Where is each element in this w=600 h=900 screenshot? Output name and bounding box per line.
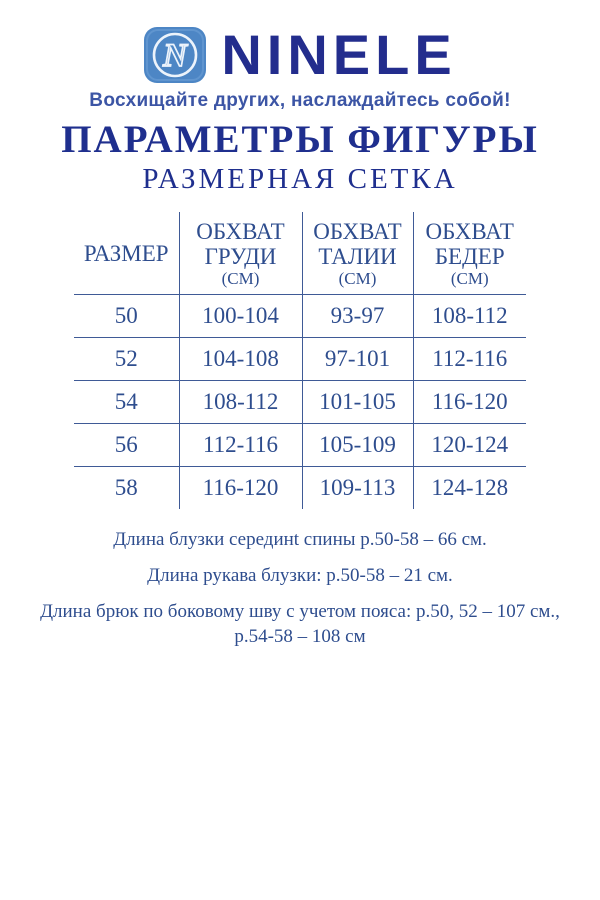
chest-cell: 116-120 (179, 466, 302, 509)
table-row (74, 466, 526, 509)
hips-cell: 112-116 (413, 337, 526, 380)
chest-cell: 100-104 (179, 294, 302, 337)
header-row (74, 212, 526, 295)
hips-cell: 124-128 (413, 466, 526, 509)
size-cell: 50 (74, 294, 179, 337)
chest-cell: 104-108 (179, 337, 302, 380)
brand-tagline: Восхищайте других, наслаждайтесь собой! (89, 90, 511, 111)
size-cell: 56 (74, 423, 179, 466)
size-table-body (74, 294, 526, 509)
hips-cell: 116-120 (413, 380, 526, 423)
note-trouser-length: Длина брюк по боковому шву с учетом пояса: р.50, 52 – 107 см., р.54-58 – 108 см (40, 600, 560, 648)
page-subtitle: РАЗМЕРНАЯ СЕТКА (142, 162, 458, 195)
size-cell: 54 (74, 380, 179, 423)
waist-cell: 105-109 (302, 423, 413, 466)
measurement-notes (30, 527, 570, 650)
chest-cell: 112-116 (179, 423, 302, 466)
col-header-label: БЕДЕР (434, 243, 505, 269)
note-blouse-length: Длина блузки серединt спины р.50-58 – 66 см. (113, 529, 487, 551)
col-header-label: ТАЛИИ (318, 243, 397, 269)
col-header-label: ОБХВАТ (196, 218, 285, 244)
col-header-waist (302, 212, 413, 295)
table-row (74, 337, 526, 380)
col-header-hips (413, 212, 526, 295)
waist-cell: 109-113 (302, 466, 413, 509)
chest-cell: 108-112 (179, 380, 302, 423)
col-header-chest (179, 212, 302, 295)
col-header-label: ГРУДИ (204, 243, 277, 269)
page-title: ПАРАМЕТРЫ ФИГУРЫ (61, 118, 539, 161)
col-header-size (74, 212, 179, 295)
col-header-label: ОБХВАТ (313, 218, 402, 244)
note-sleeve-length: Длина рукава блузки: р.50-58 – 21 см. (147, 564, 453, 586)
col-header-label: РАЗМЕР (83, 240, 169, 266)
brand-name: NINELE (221, 23, 457, 86)
table-row (74, 380, 526, 423)
hips-cell: 108-112 (413, 294, 526, 337)
size-table-header (74, 212, 526, 295)
brand-logo (0, 0, 600, 84)
waist-cell: 97-101 (302, 337, 413, 380)
col-header-unit: (СМ) (338, 269, 377, 289)
table-row (74, 423, 526, 466)
col-header-label: ОБХВАТ (425, 218, 514, 244)
size-cell: 52 (74, 337, 179, 380)
size-table (74, 212, 526, 510)
col-header-unit: (СМ) (450, 269, 489, 289)
hips-cell: 120-124 (413, 423, 526, 466)
waist-cell: 93-97 (302, 294, 413, 337)
waist-cell: 101-105 (302, 380, 413, 423)
col-header-unit: (СМ) (221, 269, 260, 289)
size-cell: 58 (74, 466, 179, 509)
svg-text:N: N (163, 38, 188, 74)
table-row (74, 294, 526, 337)
n-monogram-icon (143, 26, 207, 84)
